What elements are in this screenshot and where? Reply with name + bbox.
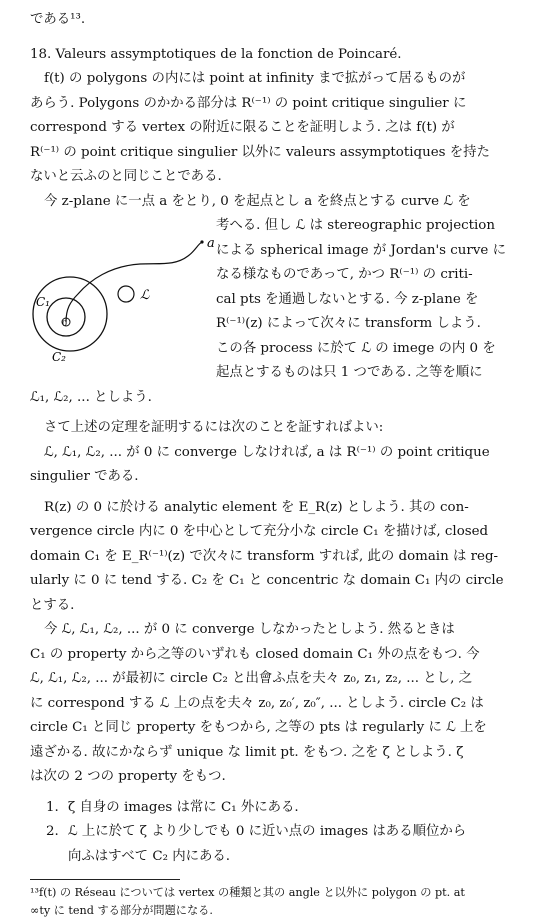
label-0: 0 [62, 319, 68, 328]
paragraph-2 [30, 190, 527, 411]
list-number: 1. [46, 799, 59, 815]
text-line: 遠ざかる. 故にかならず unique な limit pt. をもつ. 之を ζ としよう. ζ [30, 744, 464, 760]
list-text: ζ 自身の images は常に C₁ 外にある. [68, 799, 299, 815]
text-line: R⁽⁻¹⁾(z) によって次々に transform しよう. [216, 316, 481, 331]
list-number: 2. [46, 824, 59, 839]
text-line: correspond する vertex の附近に限ることを証明しよう. 之は f(t) が [30, 120, 455, 135]
paragraph-3 [30, 416, 527, 490]
text-line: singulier である. [30, 469, 139, 484]
label-c2: C₂ [52, 350, 66, 364]
text-line: ℒ, ℒ₁, ℒ₂, ... が 0 に converge しなければ, a は R⁽⁻¹⁾ の point critique [44, 444, 490, 460]
curve-l [66, 242, 202, 322]
document-page [30, 8, 527, 920]
curve-figure [30, 214, 216, 374]
label-c1: C₁ [36, 295, 50, 309]
text-line: f(t) の polygons の内には point at infinity まで拡がって居るものが [44, 71, 466, 86]
paragraph-5 [30, 618, 527, 790]
text-line: R⁽⁻¹⁾ の point critique singulier 以外に valeurs assymptotiques を持た [30, 144, 490, 160]
text-line: 今 ℒ, ℒ₁, ℒ₂, ... が 0 に converge しなかったとしよう. 然るときは [44, 622, 455, 637]
text-line: による spherical image が Jordan's curve に [216, 242, 506, 258]
text-line: ℒ₁, ℒ₂, ... としよう. [30, 389, 152, 405]
section-heading: 18. Valeurs assymptotiques de la fonction de Poincaré. [30, 46, 402, 62]
list-continuation: 向ふはすべて C₂ 内にある. [68, 848, 231, 864]
text-line: は次の 2 つの property をもつ. [30, 769, 226, 784]
footnote [30, 884, 527, 920]
text-line: ℒ, ℒ₁, ℒ₂, ... が最初に circle C₂ と出會ふ点を夫々 z₀, z₁, z₂, ... とし, 之 [30, 671, 472, 686]
paragraph-1 [30, 67, 527, 190]
figure-side-text [216, 214, 527, 386]
text-line: cal pts を通過しないとする. 今 z-plane を [216, 291, 479, 307]
list-text: ℒ 上に於て ζ より少しでも 0 に近い点の images はある順位から [68, 824, 467, 839]
label-a: a [207, 236, 215, 251]
text-line: である¹³. [30, 12, 86, 27]
text-line: R(z) の 0 に於ける analytic element を E_R(z) としよう. 其の con- [44, 499, 469, 515]
text-line: ularly に 0 に tend する. C₂ を C₁ と concentric な domain C₁ 内の circle [30, 573, 504, 588]
footnote-rule [30, 879, 180, 880]
text-line: circle C₁ と同じ property をもつから, 之等の pts は regularly に ℒ 上を [30, 720, 487, 735]
list-item [46, 820, 527, 845]
text-line: とする. [30, 597, 75, 613]
text-line: この各 process に於て ℒ の imege の内 0 を [216, 340, 496, 356]
text-line: 今 z-plane に一点 a をとり, 0 を起点とし a を終点とする curve ℒ を [44, 193, 471, 209]
text-line: 起点とするものは只 1 つである. 之等を順に [216, 365, 483, 380]
text-line: domain C₁ を E_R⁽⁻¹⁾(z) で次々に transform すれば, 此の domain は reg- [30, 548, 499, 564]
text-line: なる様なものであって, かつ R⁽⁻¹⁾ の criti- [216, 267, 473, 282]
text-line: さて上述の定理を証明するには次のことを証すればよい: [44, 420, 384, 435]
property-list [30, 796, 527, 870]
paragraph-4 [30, 496, 527, 619]
text-line: vergence circle 内に 0 を中心として充分小な circle C₁ を描けば, closed [30, 524, 489, 539]
point-a [200, 240, 203, 243]
text-line: 考へる. 但し ℒ は stereographic projection [216, 218, 495, 233]
text-line: あらう. Polygons のかかる部分は R⁽⁻¹⁾ の point critique singulier に [30, 95, 467, 111]
label-l: ℒ [140, 288, 150, 303]
text-line: に correspond する ℒ 上の点を夫々 z₀, z₀′, z₀″, ... としよう. circle C₂ は [30, 695, 484, 711]
footnote-line: ¹³f(t) の Réseau については vertex の種類と其の angle と以外に polygon の pt. at [30, 886, 465, 899]
footnote-line: ∞ty に tend する部分が問題になる. [30, 904, 213, 917]
text-line: C₁ の property から之等のいずれも closed domain C₁ 外の点をもつ. 今 [30, 646, 480, 662]
small-circle [118, 286, 134, 302]
text-line: ないと云ふのと同じことである. [30, 169, 222, 184]
figure-block [30, 214, 527, 386]
list-item [46, 796, 527, 821]
circle-c2 [33, 277, 107, 351]
